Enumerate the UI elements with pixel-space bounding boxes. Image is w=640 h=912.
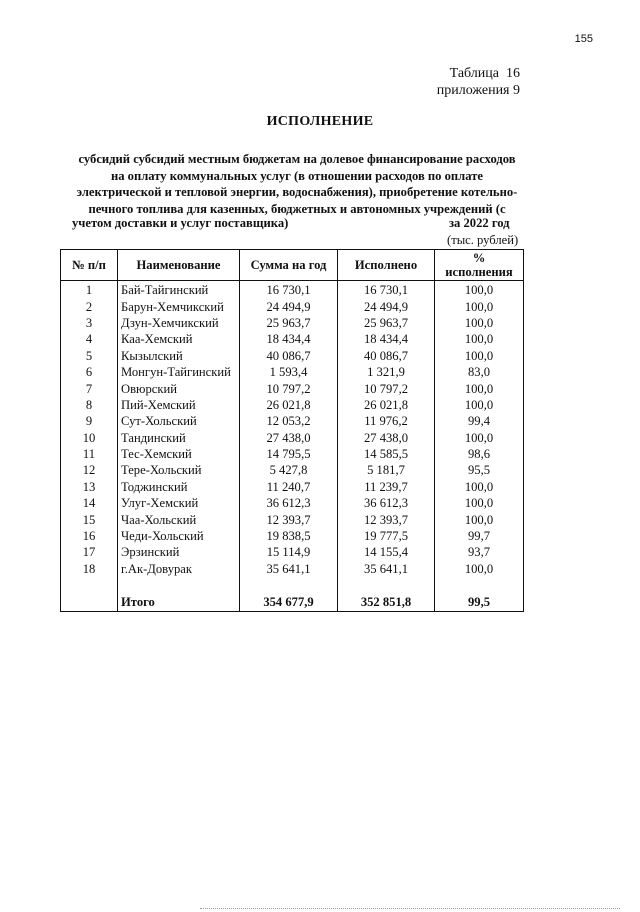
row-sum: 12 393,7 (240, 511, 338, 527)
row-pct: 100,0 (435, 331, 524, 347)
row-number: 16 (61, 528, 118, 544)
row-pct: 100,0 (435, 315, 524, 331)
row-sum: 15 114,9 (240, 544, 338, 560)
row-number: 4 (61, 331, 118, 347)
row-name: Чаа-Хольский (118, 511, 240, 527)
row-name: Бай-Тайгинский (118, 281, 240, 299)
table-description (62, 151, 532, 217)
row-number: 1 (61, 281, 118, 299)
row-pct: 100,0 (435, 348, 524, 364)
row-pct: 93,7 (435, 544, 524, 560)
table-body (61, 281, 524, 612)
table-reference (437, 65, 520, 99)
table-reference-line-1: Таблица 16 (449, 66, 520, 81)
row-name: Тоджинский (118, 479, 240, 495)
spacer-cell (61, 577, 118, 593)
row-name: Тес-Хемский (118, 446, 240, 462)
row-pct: 100,0 (435, 561, 524, 577)
table-total-row (61, 593, 524, 612)
table-row (61, 430, 524, 446)
row-exec: 14 585,5 (338, 446, 435, 462)
spacer-cell (338, 577, 435, 593)
header-num: № п/п (61, 250, 118, 281)
row-pct: 95,5 (435, 462, 524, 478)
row-number: 2 (61, 298, 118, 314)
row-exec: 24 494,9 (338, 298, 435, 314)
table-row (61, 479, 524, 495)
report-year: за 2022 год (449, 216, 510, 230)
row-pct: 98,6 (435, 446, 524, 462)
table-row (61, 561, 524, 577)
row-exec: 26 021,8 (338, 397, 435, 413)
row-number: 5 (61, 348, 118, 364)
row-sum: 40 086,7 (240, 348, 338, 364)
row-sum: 24 494,9 (240, 298, 338, 314)
document-heading: ИСПОЛНЕНИЕ (266, 114, 374, 129)
row-pct: 100,0 (435, 479, 524, 495)
row-name: Тандинский (118, 430, 240, 446)
table-row (61, 331, 524, 347)
row-name: Сут-Хольский (118, 413, 240, 429)
row-exec: 35 641,1 (338, 561, 435, 577)
table-row (61, 298, 524, 314)
row-name: Пий-Хемский (118, 397, 240, 413)
row-pct: 100,0 (435, 511, 524, 527)
row-exec: 14 155,4 (338, 544, 435, 560)
row-number: 14 (61, 495, 118, 511)
row-name: Тере-Хольский (118, 462, 240, 478)
description-line-2: на оплату коммунальных услуг (в отношении расходов по оплате (110, 168, 483, 183)
row-sum: 12 053,2 (240, 413, 338, 429)
table-row (61, 397, 524, 413)
row-number: 7 (61, 380, 118, 396)
row-sum: 5 427,8 (240, 462, 338, 478)
row-sum: 11 240,7 (240, 479, 338, 495)
table-row (61, 544, 524, 560)
header-exec: Исполнено (338, 250, 435, 281)
header-pct (435, 250, 524, 281)
row-name: Кызылский (118, 348, 240, 364)
page-number: 155 (574, 33, 593, 45)
row-number: 12 (61, 462, 118, 478)
row-sum: 1 593,4 (240, 364, 338, 380)
description-line-5: учетом доставки и услуг поставщика) (72, 216, 289, 230)
total-sum: 354 677,9 (240, 593, 338, 612)
table-row (61, 380, 524, 396)
row-name: Дзун-Хемчикский (118, 315, 240, 331)
row-name: Чеди-Хольский (118, 528, 240, 544)
table-row (61, 528, 524, 544)
row-exec: 19 777,5 (338, 528, 435, 544)
row-number: 18 (61, 561, 118, 577)
row-number: 11 (61, 446, 118, 462)
table-row (61, 315, 524, 331)
description-line-3: электрической и тепловой энергии, водоснабжения), приобретение котельно- (76, 185, 518, 199)
table-header-row (61, 250, 524, 281)
table-row (61, 462, 524, 478)
table-row (61, 511, 524, 527)
row-pct: 100,0 (435, 495, 524, 511)
total-exec: 352 851,8 (338, 593, 435, 612)
table-reference-line-2: приложения 9 (436, 83, 520, 98)
row-exec: 16 730,1 (338, 281, 435, 299)
row-sum: 27 438,0 (240, 430, 338, 446)
table-row (61, 281, 524, 299)
row-number: 15 (61, 511, 118, 527)
row-pct: 100,0 (435, 298, 524, 314)
row-name: Эрзинский (118, 544, 240, 560)
row-exec: 36 612,3 (338, 495, 435, 511)
row-sum: 36 612,3 (240, 495, 338, 511)
row-exec: 11 239,7 (338, 479, 435, 495)
row-exec: 10 797,2 (338, 380, 435, 396)
row-sum: 10 797,2 (240, 380, 338, 396)
header-pct-label: исполнения (445, 265, 513, 279)
table-row (61, 413, 524, 429)
table-row (61, 364, 524, 380)
row-number: 3 (61, 315, 118, 331)
row-name: Овюрский (118, 380, 240, 396)
row-exec: 40 086,7 (338, 348, 435, 364)
row-pct: 83,0 (435, 364, 524, 380)
row-exec: 12 393,7 (338, 511, 435, 527)
row-exec: 18 434,4 (338, 331, 435, 347)
header-name: Наименование (118, 250, 240, 281)
row-number: 9 (61, 413, 118, 429)
total-pct: 99,5 (435, 593, 524, 612)
row-pct: 99,7 (435, 528, 524, 544)
row-exec: 1 321,9 (338, 364, 435, 380)
table-spacer-row (61, 577, 524, 593)
scan-edge-line (200, 908, 620, 909)
row-exec: 11 976,2 (338, 413, 435, 429)
total-num (61, 593, 118, 612)
execution-table (60, 249, 524, 612)
table-row (61, 495, 524, 511)
row-number: 13 (61, 479, 118, 495)
row-pct: 100,0 (435, 281, 524, 299)
description-line-1: субсидий субсидий местным бюджетам на долевое финансирование расходов (78, 152, 516, 166)
header-pct-symbol: % (472, 251, 486, 265)
row-pct: 100,0 (435, 430, 524, 446)
row-number: 6 (61, 364, 118, 380)
row-pct: 100,0 (435, 397, 524, 413)
row-number: 17 (61, 544, 118, 560)
row-number: 8 (61, 397, 118, 413)
total-name: Итого (118, 593, 240, 612)
table-row (61, 446, 524, 462)
row-sum: 16 730,1 (240, 281, 338, 299)
spacer-cell (435, 577, 524, 593)
row-sum: 25 963,7 (240, 315, 338, 331)
row-exec: 25 963,7 (338, 315, 435, 331)
spacer-cell (118, 577, 240, 593)
row-sum: 26 021,8 (240, 397, 338, 413)
row-name: Улуг-Хемский (118, 495, 240, 511)
row-pct: 99,4 (435, 413, 524, 429)
description-line-4: печного топлива для казенных, бюджетных и автономных учреждений (с (88, 201, 506, 216)
row-name: г.Ак-Довурак (118, 561, 240, 577)
row-name: Барун-Хемчикский (118, 298, 240, 314)
row-name: Монгун-Тайгинский (118, 364, 240, 380)
row-sum: 14 795,5 (240, 446, 338, 462)
row-name: Каа-Хемский (118, 331, 240, 347)
row-sum: 18 434,4 (240, 331, 338, 347)
row-sum: 19 838,5 (240, 528, 338, 544)
row-sum: 35 641,1 (240, 561, 338, 577)
row-number: 10 (61, 430, 118, 446)
table-row (61, 348, 524, 364)
row-pct: 100,0 (435, 380, 524, 396)
row-exec: 27 438,0 (338, 430, 435, 446)
row-exec: 5 181,7 (338, 462, 435, 478)
spacer-cell (240, 577, 338, 593)
units-label: (тыс. рублей) (447, 233, 519, 247)
header-sum: Сумма на год (240, 250, 338, 281)
